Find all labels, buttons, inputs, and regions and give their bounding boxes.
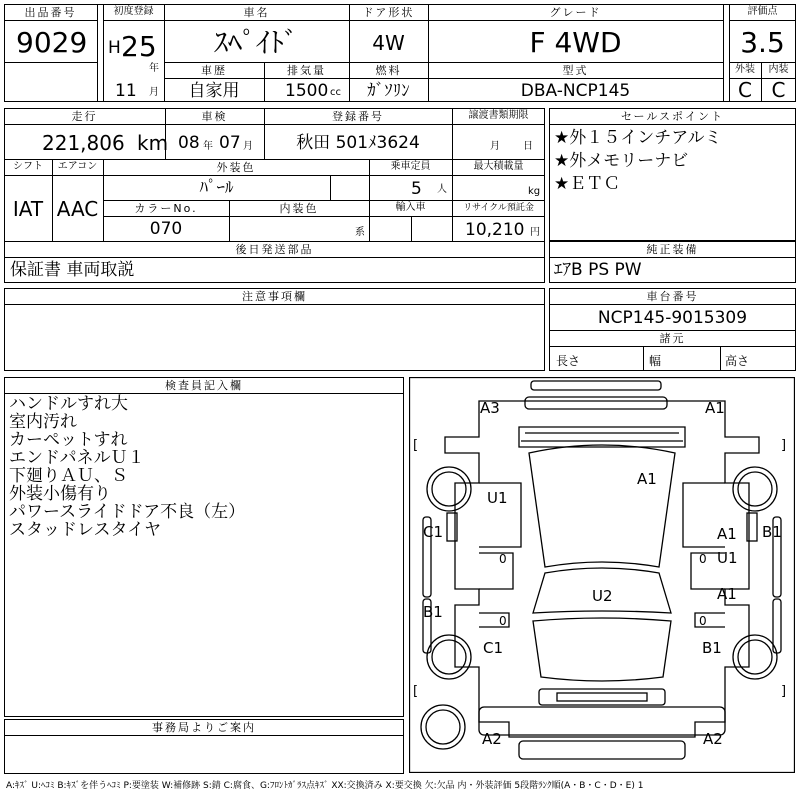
damage-sketch	[409, 377, 795, 773]
ext-color-label: 外装色	[216, 161, 256, 174]
ac: AAC	[56, 197, 99, 221]
max-load-label: 最大積載量	[473, 161, 524, 172]
color-no: 070	[149, 219, 183, 239]
inspection-label: 車検	[201, 110, 228, 123]
first-reg-month: 11	[115, 81, 137, 101]
car-diagram	[409, 377, 795, 773]
inspector-line: カーペットすれ	[9, 430, 128, 450]
door: 4W	[372, 31, 405, 55]
car-name-label: 車名	[243, 6, 270, 19]
recycle-label: リサイクル預託金	[463, 203, 534, 213]
sales-points-label: セールスポイント	[620, 110, 724, 123]
dims-label: 諸元	[659, 332, 686, 345]
ac-label: エアコン	[57, 161, 98, 172]
sales-point-3: ★ＥＴＣ	[554, 174, 621, 194]
inspection-year: 08	[178, 133, 200, 153]
legend-text: A:ｷｽﾞ U:ﾍｺﾐ B:ｷｽﾞを伴うﾍｺﾐ P:要塗装 W:補修跡 S:錆 C:腐食、G:ﾌﾛﾝﾄｶﾞﾗｽ点ｷｽﾞ XX:交換済み X:要交換 欠:欠品 内・外装評価 5段階ﾗﾝｸ順(A・B・C・D・E) 1	[6, 781, 644, 791]
seating-label: 乗車定員	[390, 161, 431, 172]
door-label: ドア形状	[362, 6, 415, 19]
sketch-bracket: [	[413, 684, 419, 699]
car-name: ｽﾍﾟｲﾄﾞ	[214, 26, 299, 59]
year-unit: 年	[149, 63, 159, 74]
inspector-line: 下廻りＡＵ、Ｓ	[9, 466, 128, 486]
int-grade: C	[771, 78, 786, 102]
fuel-label: 燃料	[375, 64, 402, 77]
int-color-unit: 系	[355, 227, 365, 238]
fuel: ｶﾞｿﾘﾝ	[367, 81, 410, 101]
recycle-fee: 10,210	[465, 220, 525, 240]
inspector-line: スタッドレスタイヤ	[9, 520, 162, 540]
inspector-line: エンドパネルＵ１	[9, 448, 145, 468]
import-label: 輸入車	[395, 202, 426, 213]
width-label: 幅	[649, 354, 662, 368]
seating: 5	[411, 179, 422, 199]
mileage: 221,806	[42, 131, 125, 155]
damage-mark-u1-right: U1	[717, 549, 738, 567]
history: 自家用	[188, 81, 240, 101]
grade: F 4WD	[529, 26, 622, 59]
displacement-label: 排気量	[287, 64, 326, 77]
damage-mark-c1-rear-left: C1	[483, 639, 504, 657]
inspection-year-unit: 年	[203, 141, 213, 152]
chassis-number: NCP145-9015309	[597, 308, 748, 328]
equipment-label: 純正装備	[646, 243, 699, 256]
score: 3.5	[740, 26, 785, 59]
ext-color: ﾊﾟｰﾙ	[199, 178, 234, 198]
int-grade-label: 内装	[768, 64, 789, 75]
equipment-value: ｴｱB PS PW	[554, 260, 642, 280]
grade-label: グレード	[549, 6, 602, 19]
damage-mark-a1-right-rear: A1	[717, 585, 737, 603]
damage-mark-a1-hood: A1	[637, 470, 657, 488]
model-label: 型式	[562, 64, 589, 77]
first-reg-year: 25	[121, 30, 157, 63]
int-color-label: 内装色	[279, 202, 319, 215]
height-label: 高さ	[725, 354, 750, 368]
damage-mark-b1-rear-right: B1	[702, 639, 722, 657]
mileage-unit: km	[137, 131, 169, 155]
ext-grade-label: 外装	[735, 64, 755, 75]
month-unit: 月	[149, 87, 159, 98]
damage-mark-a1-right-door: A1	[717, 525, 737, 543]
inspector-line: 外装小傷有り	[9, 484, 111, 504]
model: DBA-NCP145	[520, 81, 631, 101]
history-label: 車歴	[201, 64, 227, 77]
notes-label: 注意事項欄	[242, 290, 307, 303]
damage-mark-b1-left: B1	[423, 603, 443, 621]
sketch-zero: 0	[499, 614, 507, 628]
color-no-label: カラーNo.	[134, 202, 198, 215]
sketch-zero: 0	[499, 552, 507, 566]
lot-no-label: 出品番号	[24, 6, 77, 19]
damage-mark-a3: A3	[480, 399, 500, 417]
shift-label: シフト	[13, 161, 43, 172]
inspector-label: 検査員記入欄	[165, 379, 243, 392]
shift: IAT	[12, 197, 44, 221]
office-label: 事務局よりご案内	[152, 721, 256, 734]
parts-value: 保証書 車両取説	[10, 260, 135, 280]
score-label: 評価点	[747, 6, 778, 17]
damage-mark-a2-left: A2	[482, 730, 502, 748]
plate: 秋田 501ﾒ3624	[296, 133, 420, 153]
damage-mark-a1-front-right: A1	[705, 399, 725, 417]
inspector-notes	[9, 396, 245, 540]
mileage-label: 走行	[71, 110, 98, 123]
inspector-line: 室内汚れ	[9, 412, 77, 432]
damage-mark-u1-left: U1	[487, 489, 508, 507]
lot-no: 9029	[16, 26, 88, 59]
displacement-unit: cc	[330, 87, 341, 98]
ext-grade: C	[738, 78, 752, 102]
plate-label: 登録番号	[332, 110, 384, 123]
sketch-bracket: ]	[781, 684, 787, 699]
sketch-zero: 0	[699, 552, 707, 566]
sketch-bracket: [	[413, 438, 419, 453]
length-label: 長さ	[556, 354, 581, 368]
first-reg-label: 初度登録	[113, 6, 154, 17]
seating-unit: 人	[437, 184, 447, 195]
parts-label: 後日発送部品	[235, 243, 314, 256]
chassis-label: 車台番号	[646, 290, 699, 303]
displacement: 1500	[285, 81, 329, 101]
sketch-bracket: ]	[781, 438, 787, 453]
damage-mark-b1-right: B1	[762, 523, 782, 541]
inspector-line: パワースライドドア不良（左）	[9, 502, 246, 522]
damage-mark-a2-right: A2	[703, 730, 723, 748]
recycle-unit: 円	[530, 227, 540, 238]
sales-point-1: ★外１５インチアルミ	[554, 128, 722, 148]
inspection-month: 07	[219, 133, 241, 153]
transfer-label: 譲渡書類期限	[468, 110, 529, 121]
max-load-unit: kg	[528, 186, 541, 197]
inspector-line: ハンドルすれ大	[9, 394, 128, 414]
era-prefix: H	[108, 38, 121, 58]
transfer-day-unit: 日	[523, 141, 533, 152]
sketch-zero: 0	[699, 614, 707, 628]
sales-point-2: ★外メモリーナビ	[554, 151, 689, 171]
inspection-month-unit: 月	[243, 141, 253, 152]
transfer-month-unit: 月	[490, 141, 500, 152]
damage-mark-u2: U2	[592, 587, 613, 605]
damage-mark-c1-left: C1	[423, 523, 444, 541]
